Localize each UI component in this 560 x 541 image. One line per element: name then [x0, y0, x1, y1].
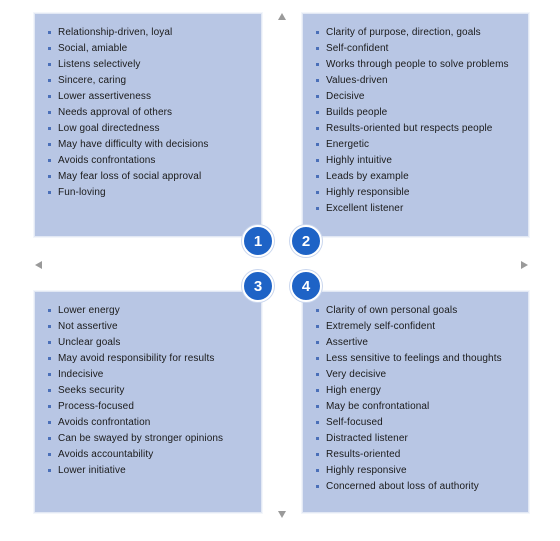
list-item — [316, 59, 522, 71]
bullet-icon — [316, 357, 319, 360]
list-item — [48, 107, 255, 119]
list-item-text: Assertive — [326, 337, 369, 348]
list-item — [316, 123, 522, 135]
list-item — [316, 107, 522, 119]
list-item-text: Less sensitive to feelings and thoughts — [326, 353, 502, 364]
list-item — [316, 433, 522, 445]
list-item — [316, 465, 522, 477]
list-item — [48, 59, 255, 71]
arrow-right-icon — [521, 261, 528, 269]
list-item-text: Avoids confrontation — [58, 417, 151, 428]
list-item-text: Highly responsive — [326, 465, 407, 476]
list-item-text: Avoids accountability — [58, 449, 154, 460]
arrow-down-icon — [278, 511, 286, 518]
list-item-text: Highly intuitive — [326, 155, 393, 166]
list-item — [48, 27, 255, 39]
bullet-icon — [316, 95, 319, 98]
bullet-icon — [316, 31, 319, 34]
list-item — [48, 75, 255, 87]
bullet-icon — [48, 373, 51, 376]
list-item — [48, 401, 255, 413]
list-item — [316, 27, 522, 39]
list-item-text: Clarity of own personal goals — [326, 305, 458, 316]
bullet-icon — [316, 111, 319, 114]
bullet-icon — [316, 325, 319, 328]
list-item — [48, 369, 255, 381]
list-item-text: Concerned about loss of authority — [326, 481, 479, 492]
list-item — [48, 337, 255, 349]
bullet-icon — [48, 159, 51, 162]
list-item-text: May have difficulty with decisions — [58, 139, 209, 150]
bullet-icon — [48, 127, 51, 130]
list-item-text: Clarity of purpose, direction, goals — [326, 27, 481, 38]
list-item-text: Lower assertiveness — [58, 91, 152, 102]
list-item — [316, 337, 522, 349]
list-item-text: May fear loss of social approval — [58, 171, 202, 182]
list-item-text: Unclear goals — [58, 337, 121, 348]
quadrant-4 — [302, 291, 529, 513]
bullet-icon — [316, 453, 319, 456]
bullet-icon — [48, 191, 51, 194]
list-item-text: Excellent listener — [326, 203, 404, 214]
list-item — [48, 91, 255, 103]
list-item — [316, 187, 522, 199]
bullet-icon — [48, 437, 51, 440]
bullet-icon — [48, 341, 51, 344]
bullet-icon — [316, 143, 319, 146]
bullet-icon — [316, 405, 319, 408]
bullet-icon — [316, 309, 319, 312]
list-item-text: Self-focused — [326, 417, 383, 428]
arrow-up-icon — [278, 13, 286, 20]
list-item-text: Low goal directedness — [58, 123, 160, 134]
list-item — [48, 433, 255, 445]
list-item-text: Social, amiable — [58, 43, 128, 54]
bullet-icon — [48, 325, 51, 328]
bullet-icon — [316, 127, 319, 130]
bullet-icon — [48, 309, 51, 312]
quadrant-1-list — [48, 27, 255, 203]
list-item — [316, 481, 522, 493]
list-item-text: Avoids confrontations — [58, 155, 156, 166]
bullet-icon — [316, 485, 319, 488]
list-item-text: Needs approval of others — [58, 107, 173, 118]
bullet-icon — [316, 469, 319, 472]
list-item-text: Process-focused — [58, 401, 134, 412]
list-item-text: May be confrontational — [326, 401, 430, 412]
bullet-icon — [316, 207, 319, 210]
list-item-text: Fun-loving — [58, 187, 106, 198]
list-item-text: Results-oriented but respects people — [326, 123, 493, 134]
quadrant-3 — [34, 291, 262, 513]
bullet-icon — [316, 437, 319, 440]
bullet-icon — [316, 79, 319, 82]
bullet-icon — [48, 357, 51, 360]
list-item — [48, 465, 255, 477]
list-item-text: Lower initiative — [58, 465, 126, 476]
bullet-icon — [48, 31, 51, 34]
bullet-icon — [48, 453, 51, 456]
list-item — [48, 123, 255, 135]
bullet-icon — [48, 175, 51, 178]
list-item-text: Decisive — [326, 91, 365, 102]
bullet-icon — [48, 469, 51, 472]
list-item — [48, 43, 255, 55]
bullet-icon — [316, 389, 319, 392]
list-item — [316, 305, 522, 317]
list-item — [48, 417, 255, 429]
list-item-text: Sincere, caring — [58, 75, 127, 86]
quadrant-2 — [302, 13, 529, 237]
quadrant-1-badge: 1 — [242, 225, 274, 257]
list-item — [316, 449, 522, 461]
arrow-left-icon — [35, 261, 42, 269]
quadrant-3-badge: 3 — [242, 270, 274, 302]
list-item — [316, 401, 522, 413]
list-item-text: May avoid responsibility for results — [58, 353, 215, 364]
list-item-text: Listens selectively — [58, 59, 141, 70]
bullet-icon — [48, 47, 51, 50]
list-item — [316, 139, 522, 151]
list-item — [316, 321, 522, 333]
bullet-icon — [48, 389, 51, 392]
list-item-text: Leads by example — [326, 171, 409, 182]
list-item-text: Extremely self-confident — [326, 321, 436, 332]
list-item — [316, 385, 522, 397]
list-item — [48, 187, 255, 199]
list-item — [48, 385, 255, 397]
list-item — [316, 171, 522, 183]
list-item — [316, 91, 522, 103]
bullet-icon — [316, 47, 319, 50]
list-item-text: Very decisive — [326, 369, 387, 380]
list-item — [48, 155, 255, 167]
list-item — [48, 353, 255, 365]
bullet-icon — [316, 191, 319, 194]
quadrant-1 — [34, 13, 262, 237]
bullet-icon — [316, 373, 319, 376]
quadrant-2-list — [316, 27, 522, 219]
bullet-icon — [48, 421, 51, 424]
list-item — [48, 321, 255, 333]
list-item — [48, 171, 255, 183]
list-item-text: Energetic — [326, 139, 370, 150]
list-item — [48, 449, 255, 461]
list-item-text: Builds people — [326, 107, 388, 118]
list-item — [316, 203, 522, 215]
bullet-icon — [48, 95, 51, 98]
list-item-text: Works through people to solve problems — [326, 59, 509, 70]
list-item — [316, 155, 522, 167]
list-item — [48, 305, 255, 317]
list-item-text: Values-driven — [326, 75, 388, 86]
bullet-icon — [316, 421, 319, 424]
list-item-text: Seeks security — [58, 385, 125, 396]
bullet-icon — [48, 79, 51, 82]
bullet-icon — [48, 63, 51, 66]
list-item — [316, 417, 522, 429]
list-item-text: High energy — [326, 385, 382, 396]
list-item-text: Not assertive — [58, 321, 118, 332]
list-item — [48, 139, 255, 151]
bullet-icon — [48, 143, 51, 146]
list-item-text: Can be swayed by stronger opinions — [58, 433, 224, 444]
bullet-icon — [48, 111, 51, 114]
list-item-text: Self-confident — [326, 43, 389, 54]
list-item-text: Highly responsible — [326, 187, 410, 198]
bullet-icon — [316, 159, 319, 162]
quadrant-4-badge: 4 — [290, 270, 322, 302]
quadrant-4-list — [316, 305, 522, 497]
bullet-icon — [316, 341, 319, 344]
bullet-icon — [316, 63, 319, 66]
list-item-text: Distracted listener — [326, 433, 408, 444]
list-item-text: Indecisive — [58, 369, 104, 380]
list-item — [316, 43, 522, 55]
list-item-text: Results-oriented — [326, 449, 401, 460]
list-item — [316, 369, 522, 381]
list-item — [316, 353, 522, 365]
quadrant-3-list — [48, 305, 255, 481]
list-item-text: Relationship-driven, loyal — [58, 27, 173, 38]
quadrant-2-badge: 2 — [290, 225, 322, 257]
list-item — [316, 75, 522, 87]
bullet-icon — [316, 175, 319, 178]
bullet-icon — [48, 405, 51, 408]
list-item-text: Lower energy — [58, 305, 120, 316]
